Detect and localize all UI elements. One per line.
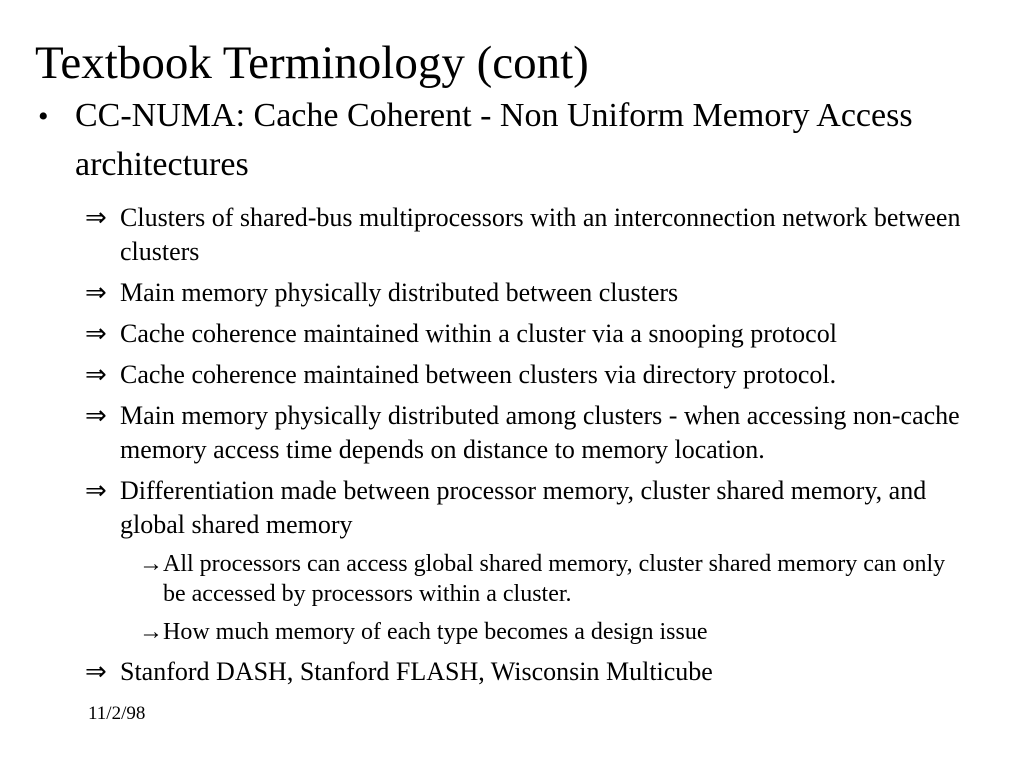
double-arrow-icon: ⇒ — [85, 476, 107, 505]
bullet-point-text: Cache coherence maintained between clusters via directory protocol. — [120, 360, 837, 389]
footer-date: 11/2/98 — [88, 703, 146, 724]
double-arrow-icon: ⇒ — [85, 319, 107, 348]
bullet-point-text: Main memory physically distributed among clusters - when accessing non-cache memory access time depends on distance to memory location. — [120, 401, 960, 464]
bullet-point-clusters — [85, 201, 966, 269]
bullet-point-text: Cache coherence maintained within a cluster via a snooping protocol — [120, 319, 837, 348]
bullet-point-text: Stanford DASH, Stanford FLASH, Wisconsin Multicube — [120, 657, 713, 686]
bullet-point-memory-differentiation — [85, 474, 966, 542]
bullet-point-text: Clusters of shared-bus multiprocessors with an interconnection network between clusters — [120, 203, 961, 266]
bullet-point-text: Main memory physically distributed between clusters — [120, 278, 679, 307]
slide-title: Textbook Terminology (cont) — [35, 37, 589, 89]
bullet-point-coherence-within-cluster — [85, 317, 966, 351]
single-arrow-icon: → — [139, 551, 163, 577]
single-arrow-icon: → — [139, 619, 163, 645]
bullet-point-main-memory-distributed — [85, 276, 966, 310]
bullet-point-memory-access-time — [85, 399, 966, 467]
double-arrow-icon: ⇒ — [85, 657, 107, 686]
sub-point-global-shared-memory — [139, 549, 969, 609]
main-bullet — [38, 92, 940, 189]
sub-point-text: All processors can access global shared memory, cluster shared memory can only be accessed by processors within a cluster. — [163, 551, 946, 607]
double-arrow-icon: ⇒ — [85, 360, 107, 389]
bullet-point-coherence-between-clusters — [85, 358, 966, 392]
double-arrow-icon: ⇒ — [85, 203, 107, 232]
slide-body — [0, 92, 1024, 696]
main-bullet-text: CC-NUMA: Cache Coherent - Non Uniform Memory Access architectures — [75, 97, 913, 183]
sub-point-text: How much memory of each type becomes a design issue — [163, 619, 708, 645]
double-arrow-icon: ⇒ — [85, 278, 107, 307]
bullet-point-example-systems — [85, 655, 966, 689]
double-arrow-icon: ⇒ — [85, 401, 107, 430]
round-bullet-icon: • — [38, 100, 49, 133]
bullet-point-text: Differentiation made between processor memory, cluster shared memory, and global shared memory — [120, 476, 927, 539]
sub-point-design-issue — [139, 617, 969, 647]
